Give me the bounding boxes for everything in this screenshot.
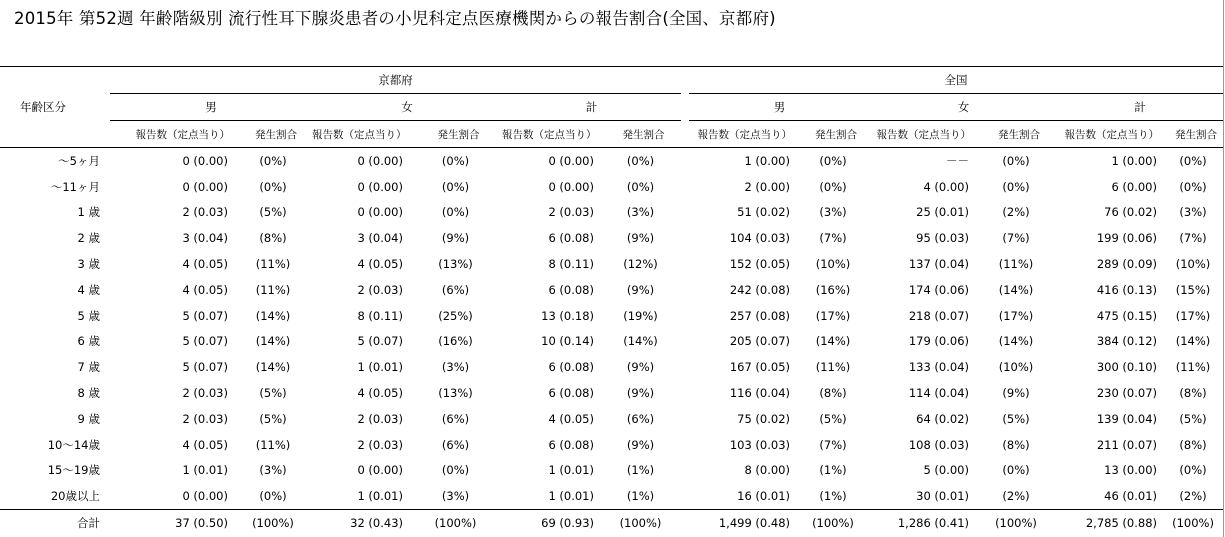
count-header: 報告数（定点当り） [689, 121, 802, 148]
table-row [0, 251, 1223, 277]
count-cell: 1 (0.00) [744, 153, 790, 168]
rate-cell: (100%) [415, 510, 502, 536]
rate-cell: (8%) [819, 386, 847, 401]
rate-cell: (17%) [1175, 308, 1211, 323]
rate-cell: (8%) [1179, 437, 1207, 452]
rate-header: 発生割合 [802, 121, 870, 148]
count-cell: 152 (0.05) [729, 257, 790, 272]
rate-header: 発生割合 [981, 121, 1057, 148]
age-label: 15〜19歳 [47, 463, 100, 478]
count-cell: 0 (0.00) [357, 463, 403, 478]
rate-cell: (6%) [441, 282, 470, 297]
rate-cell: (9%) [1002, 386, 1030, 401]
count-cell: 95 (0.03) [916, 231, 969, 246]
rate-cell: (17%) [815, 308, 851, 323]
rate-cell: (5%) [259, 386, 287, 401]
sex-header-male: 男 [110, 94, 312, 121]
count-cell: 0 (0.00) [357, 179, 403, 194]
rate-cell: (0%) [1179, 153, 1207, 168]
count-cell: 416 (0.13) [1096, 282, 1157, 297]
rate-cell: (0%) [626, 153, 655, 168]
rate-header: 発生割合 [240, 121, 312, 148]
region-gap [681, 225, 689, 251]
age-label: 1 歳 [77, 205, 100, 220]
count-cell: 384 (0.12) [1096, 334, 1157, 349]
count-cell: －－ [946, 153, 969, 168]
rate-cell: (2%) [1179, 489, 1207, 504]
rate-cell: (14%) [998, 334, 1034, 349]
count-cell: 6 (0.08) [548, 231, 594, 246]
count-cell: 5 (0.07) [182, 360, 228, 375]
rate-cell: (0%) [259, 179, 287, 194]
rate-cell: (11%) [1175, 360, 1211, 375]
age-label: 3 歳 [77, 257, 100, 272]
count-header: 報告数（定点当り） [1057, 121, 1169, 148]
age-label: 9 歳 [77, 411, 100, 426]
count-cell: 25 (0.01) [916, 205, 969, 220]
count-cell: 2 (0.03) [182, 205, 228, 220]
count-cell: 2 (0.03) [357, 282, 403, 297]
age-label: 〜11ヶ月 [50, 179, 100, 194]
count-cell: 218 (0.07) [908, 308, 969, 323]
rate-cell: (5%) [819, 411, 847, 426]
rate-cell: (14%) [998, 282, 1034, 297]
count-cell: 0 (0.00) [357, 205, 403, 220]
table-row [0, 458, 1223, 484]
rate-cell: (0%) [259, 489, 287, 504]
rate-cell: (0%) [441, 205, 470, 220]
rate-cell: (13%) [438, 257, 473, 272]
count-cell: 0 (0.00) [548, 179, 594, 194]
region-header-kyoto: 京都府 [110, 67, 681, 94]
age-label: 8 歳 [77, 386, 100, 401]
count-cell: 108 (0.03) [908, 437, 969, 452]
count-cell: 205 (0.07) [729, 334, 790, 349]
rate-cell: (0%) [819, 153, 847, 168]
count-cell: 5 (0.07) [357, 334, 403, 349]
count-cell: 199 (0.06) [1096, 231, 1157, 246]
rate-cell: (16%) [815, 282, 851, 297]
count-cell: 69 (0.93) [502, 510, 606, 536]
count-cell: 6 (0.08) [548, 437, 594, 452]
region-gap [681, 251, 689, 277]
table-row [0, 174, 1223, 200]
count-cell: 8 (0.11) [357, 308, 403, 323]
count-cell: 3 (0.04) [182, 231, 228, 246]
rate-cell: (10%) [1175, 257, 1211, 272]
table-row [0, 225, 1223, 251]
count-cell: 37 (0.50) [110, 510, 240, 536]
count-cell: 475 (0.15) [1096, 308, 1157, 323]
count-cell: 139 (0.04) [1096, 411, 1157, 426]
rate-cell: (0%) [259, 153, 287, 168]
rate-cell: (5%) [1002, 411, 1030, 426]
rate-cell: (9%) [626, 386, 655, 401]
count-cell: 116 (0.04) [729, 386, 790, 401]
count-cell: 32 (0.43) [312, 510, 415, 536]
rate-cell: (6%) [441, 437, 470, 452]
rate-cell: (14%) [255, 334, 291, 349]
rate-cell: (8%) [259, 231, 287, 246]
count-cell: 2 (0.03) [548, 205, 594, 220]
age-label: 合計 [0, 510, 110, 536]
total-row [0, 510, 1223, 536]
sex-header-female: 女 [312, 94, 502, 121]
rate-cell: (6%) [441, 411, 470, 426]
region-header-national: 全国 [689, 67, 1223, 94]
rate-cell: (25%) [438, 308, 473, 323]
region-gap [681, 148, 689, 174]
count-cell: 4 (0.05) [182, 257, 228, 272]
count-cell: 0 (0.00) [182, 179, 228, 194]
count-cell: 4 (0.05) [182, 437, 228, 452]
age-label: 〜5ヶ月 [58, 153, 100, 168]
count-cell: 75 (0.02) [737, 411, 790, 426]
region-gap [681, 354, 689, 380]
age-label: 4 歳 [77, 282, 100, 297]
count-cell: 5 (0.00) [923, 463, 969, 478]
rate-cell: (0%) [1002, 463, 1030, 478]
rate-cell: (0%) [819, 179, 847, 194]
rate-cell: (9%) [626, 360, 655, 375]
count-cell: 1 (0.01) [548, 489, 594, 504]
rate-cell: (11%) [255, 437, 291, 452]
count-header: 報告数（定点当り） [870, 121, 981, 148]
report-table [0, 66, 1223, 535]
rate-cell: (16%) [438, 334, 473, 349]
rate-cell: (14%) [255, 308, 291, 323]
region-gap [681, 510, 689, 536]
count-cell: 167 (0.05) [729, 360, 790, 375]
age-label: 6 歳 [77, 334, 100, 349]
rate-cell: (14%) [1175, 334, 1211, 349]
table-row [0, 380, 1223, 406]
rate-cell: (1%) [819, 463, 847, 478]
count-cell: 13 (0.18) [541, 308, 594, 323]
count-cell: 114 (0.04) [908, 386, 969, 401]
region-gap [681, 329, 689, 355]
rate-header: 発生割合 [415, 121, 502, 148]
rate-cell: (9%) [626, 231, 655, 246]
region-gap [681, 174, 689, 200]
count-cell: 300 (0.10) [1096, 360, 1157, 375]
rate-cell: (2%) [1002, 205, 1030, 220]
rate-cell: (3%) [259, 463, 287, 478]
region-gap [681, 380, 689, 406]
table-row [0, 277, 1223, 303]
age-label: 2 歳 [77, 231, 100, 246]
count-cell: 2 (0.03) [357, 437, 403, 452]
count-cell: 1 (0.00) [1111, 153, 1157, 168]
region-gap [681, 432, 689, 458]
sex-header-total: 計 [502, 94, 681, 121]
rate-cell: (11%) [255, 282, 291, 297]
count-cell: 4 (0.05) [357, 257, 403, 272]
count-cell: 1,286 (0.41) [870, 510, 981, 536]
count-cell: 0 (0.00) [548, 153, 594, 168]
sex-header-total: 計 [1057, 94, 1223, 121]
count-cell: 76 (0.02) [1104, 205, 1157, 220]
rate-cell: (6%) [626, 411, 655, 426]
rate-cell: (5%) [1179, 411, 1207, 426]
rate-cell: (8%) [1179, 386, 1207, 401]
count-cell: 51 (0.02) [737, 205, 790, 220]
region-gap [681, 94, 689, 121]
count-cell: 8 (0.11) [548, 257, 594, 272]
region-gap [681, 303, 689, 329]
count-cell: 257 (0.08) [729, 308, 790, 323]
rate-cell: (5%) [259, 205, 287, 220]
rate-cell: (14%) [815, 334, 851, 349]
count-cell: 1 (0.01) [182, 463, 228, 478]
rate-cell: (15%) [1175, 282, 1211, 297]
rate-cell: (14%) [255, 360, 291, 375]
rate-cell: (100%) [802, 510, 870, 536]
region-gap [681, 458, 689, 484]
rate-cell: (100%) [1169, 510, 1223, 536]
count-cell: 230 (0.07) [1096, 386, 1157, 401]
rate-cell: (12%) [623, 257, 658, 272]
count-cell: 4 (0.05) [548, 411, 594, 426]
rate-cell: (10%) [998, 360, 1034, 375]
count-cell: 2 (0.03) [182, 386, 228, 401]
rate-cell: (8%) [1002, 437, 1030, 452]
count-cell: 0 (0.00) [182, 489, 228, 504]
rate-cell: (0%) [441, 153, 470, 168]
rate-cell: (13%) [438, 386, 473, 401]
rate-cell: (11%) [998, 257, 1034, 272]
age-label: 5 歳 [77, 308, 100, 323]
count-cell: 103 (0.03) [729, 437, 790, 452]
count-cell: 179 (0.06) [908, 334, 969, 349]
rate-cell: (0%) [1002, 179, 1030, 194]
sex-header-female: 女 [870, 94, 1057, 121]
count-cell: 5 (0.07) [182, 308, 228, 323]
rate-cell: (3%) [441, 489, 470, 504]
rate-cell: (1%) [626, 489, 655, 504]
rate-cell: (1%) [626, 463, 655, 478]
rate-cell: (9%) [626, 437, 655, 452]
rate-cell: (9%) [441, 231, 470, 246]
rate-cell: (17%) [998, 308, 1034, 323]
count-cell: 2 (0.03) [357, 411, 403, 426]
age-label: 20歳以上 [50, 489, 100, 504]
count-cell: 30 (0.01) [916, 489, 969, 504]
age-column-header: 年齢区分 [0, 67, 110, 148]
count-cell: 16 (0.01) [737, 489, 790, 504]
count-cell: 3 (0.04) [357, 231, 403, 246]
frame-border [1223, 0, 1224, 537]
count-cell: 64 (0.02) [916, 411, 969, 426]
region-gap [681, 406, 689, 432]
count-cell: 0 (0.00) [357, 153, 403, 168]
rate-cell: (14%) [623, 334, 658, 349]
rate-cell: (7%) [819, 437, 847, 452]
count-cell: 1 (0.01) [357, 489, 403, 504]
rate-cell: (7%) [1002, 231, 1030, 246]
table-row [0, 303, 1223, 329]
count-cell: 104 (0.03) [729, 231, 790, 246]
rate-cell: (100%) [981, 510, 1057, 536]
count-cell: 4 (0.00) [923, 179, 969, 194]
rate-cell: (7%) [819, 231, 847, 246]
rate-cell: (10%) [815, 257, 851, 272]
count-cell: 1,499 (0.48) [689, 510, 802, 536]
table-row [0, 354, 1223, 380]
count-cell: 2 (0.00) [744, 179, 790, 194]
table-row [0, 483, 1223, 509]
rate-cell: (100%) [606, 510, 681, 536]
age-label: 10〜14歳 [47, 437, 100, 452]
count-cell: 1 (0.01) [548, 463, 594, 478]
count-header: 報告数（定点当り） [312, 121, 415, 148]
table-row [0, 148, 1223, 174]
count-cell: 6 (0.00) [1111, 179, 1157, 194]
count-cell: 1 (0.01) [357, 360, 403, 375]
region-gap [681, 200, 689, 226]
count-cell: 46 (0.01) [1104, 489, 1157, 504]
rate-cell: (11%) [815, 360, 851, 375]
rate-cell: (5%) [259, 411, 287, 426]
region-gap [681, 277, 689, 303]
count-header: 報告数（定点当り） [110, 121, 240, 148]
count-cell: 4 (0.05) [357, 386, 403, 401]
count-header: 報告数（定点当り） [502, 121, 606, 148]
count-cell: 8 (0.00) [744, 463, 790, 478]
count-cell: 174 (0.06) [908, 282, 969, 297]
rate-cell: (1%) [819, 489, 847, 504]
table-row [0, 406, 1223, 432]
count-cell: 5 (0.07) [182, 334, 228, 349]
rate-cell: (0%) [1179, 179, 1207, 194]
age-label: 7 歳 [77, 360, 100, 375]
count-cell: 6 (0.08) [548, 282, 594, 297]
count-cell: 133 (0.04) [908, 360, 969, 375]
rate-cell: (3%) [626, 205, 655, 220]
rate-cell: (3%) [1179, 205, 1207, 220]
region-gap [681, 483, 689, 509]
page-title: 2015年 第52週 年齢階級別 流行性耳下腺炎患者の小児科定点医療機関からの報告割合(全国、京都府) [14, 9, 776, 28]
rate-cell: (0%) [1002, 153, 1030, 168]
sex-header-male: 男 [689, 94, 870, 121]
count-cell: 4 (0.05) [182, 282, 228, 297]
rate-cell: (7%) [1179, 231, 1207, 246]
count-cell: 2 (0.03) [182, 411, 228, 426]
count-cell: 289 (0.09) [1096, 257, 1157, 272]
count-cell: 6 (0.08) [548, 386, 594, 401]
rate-cell: (0%) [626, 179, 655, 194]
count-cell: 211 (0.07) [1096, 437, 1157, 452]
rate-cell: (3%) [819, 205, 847, 220]
table-row [0, 200, 1223, 226]
count-cell: 2,785 (0.88) [1057, 510, 1169, 536]
rate-cell: (0%) [441, 463, 470, 478]
rate-cell: (0%) [1179, 463, 1207, 478]
count-cell: 13 (0.00) [1104, 463, 1157, 478]
table-row [0, 329, 1223, 355]
rate-cell: (2%) [1002, 489, 1030, 504]
region-gap [681, 67, 689, 94]
count-cell: 10 (0.14) [541, 334, 594, 349]
count-cell: 6 (0.08) [548, 360, 594, 375]
rate-header: 発生割合 [1169, 121, 1223, 148]
rate-cell: (11%) [255, 257, 291, 272]
region-gap [681, 121, 689, 148]
rate-cell: (3%) [441, 360, 470, 375]
rate-header: 発生割合 [606, 121, 681, 148]
rate-cell: (19%) [623, 308, 658, 323]
rate-cell: (9%) [626, 282, 655, 297]
table-row [0, 432, 1223, 458]
count-cell: 0 (0.00) [182, 153, 228, 168]
count-cell: 242 (0.08) [729, 282, 790, 297]
rate-cell: (100%) [240, 510, 312, 536]
rate-cell: (0%) [441, 179, 470, 194]
count-cell: 137 (0.04) [908, 257, 969, 272]
